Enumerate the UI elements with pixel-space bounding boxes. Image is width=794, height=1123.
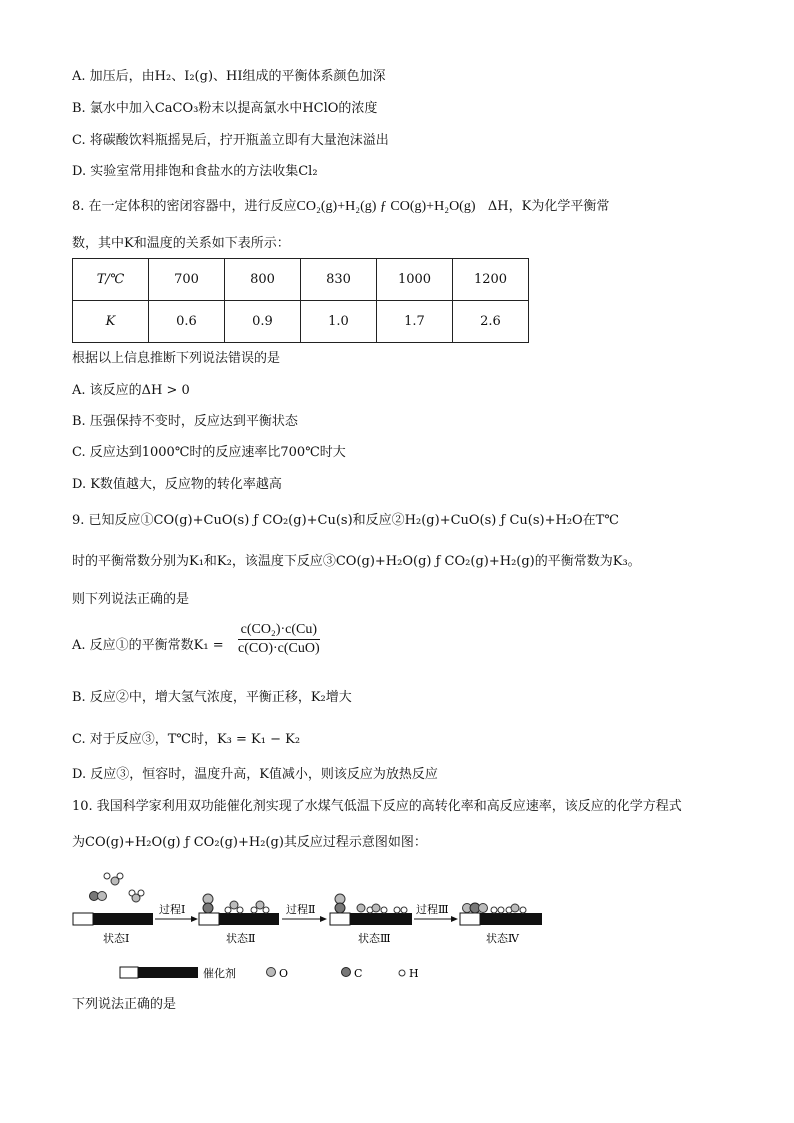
q8-stem-line2: 数，其中K和温度的关系如下表所示： <box>72 236 290 251</box>
state-1 <box>73 873 153 945</box>
h-atom <box>263 907 269 913</box>
legend-catalyst-white <box>120 967 138 978</box>
q10-stem-line1: 10. 我国科学家利用双功能催化剂实现了水煤气低温下反应的高转化率和高反应速率，该反应的化学方程式 <box>72 799 682 814</box>
legend-h-label: H <box>409 967 419 980</box>
h-atom <box>520 907 526 913</box>
o-atom <box>479 904 488 913</box>
table-cell: 830 <box>301 259 377 301</box>
o-atom <box>256 901 264 909</box>
table-cell: 1000 <box>377 259 453 301</box>
catalyst-white-part <box>330 913 350 925</box>
catalyst-white-part <box>73 913 93 925</box>
h-atom <box>225 907 231 913</box>
q10-stem-line2: 为CO(g)+H₂O(g) ƒ CO₂(g)+H₂(g)其反应过程示意图如图： <box>72 835 427 850</box>
q8-option-b: B. 压强保持不变时，反应达到平衡状态 <box>72 414 298 429</box>
c-atom <box>203 903 213 913</box>
o-atom <box>357 904 365 912</box>
catalyst-black-part <box>93 913 153 925</box>
q8-stem-post: ΔH，K为化学平衡常 <box>487 199 610 214</box>
h-atom <box>401 907 407 913</box>
table-cell: K <box>73 301 149 343</box>
state-label: 状态Ⅰ <box>103 932 130 945</box>
state-4 <box>460 903 542 945</box>
q7-option-c: C. 将碳酸饮料瓶摇晃后，拧开瓶盖立即有大量泡沫溢出 <box>72 133 389 148</box>
q8-equation: CO₂(g)+H₂(g) ƒ CO(g)+H₂O(g) <box>296 199 476 214</box>
q9-option-d: D. 反应③，恒容时，温度升高，K值减小，则该反应为放热反应 <box>72 767 438 782</box>
o-atom <box>511 904 519 912</box>
h-atom <box>491 907 497 913</box>
state-label: 状态Ⅲ <box>358 932 391 945</box>
legend-o-label: O <box>279 967 289 980</box>
q9-stem-line2: 时的平衡常数分别为K₁和K₂，该温度下反应③CO(g)+H₂O(g) ƒ CO₂(g)+H₂(g)的平衡常数为K₃。 <box>72 554 641 569</box>
legend-c-icon <box>342 968 351 977</box>
h-atom <box>381 907 387 913</box>
table-cell: T/℃ <box>73 259 149 301</box>
table-cell: 1200 <box>453 259 529 301</box>
table-cell: 1.0 <box>301 301 377 343</box>
diagram-legend <box>120 966 419 980</box>
q9-option-c: C. 对于反应③，T℃时，K₃ = K₁ − K₂ <box>72 732 301 747</box>
o-atom <box>98 892 107 901</box>
c-atom <box>335 903 345 913</box>
q7-option-b: B. 氯水中加入CaCO₃粉末以提高氯水中HClO的浓度 <box>72 101 378 116</box>
q7-option-d: D. 实验室常用排饱和食盐水的方法收集Cl₂ <box>72 164 318 179</box>
h-atom <box>138 890 144 896</box>
legend-h-icon <box>399 970 405 976</box>
legend-c-label: C <box>354 967 363 980</box>
q8-option-c: C. 反应达到1000℃时的反应速率比700℃时大 <box>72 445 346 460</box>
state-label: 状态Ⅳ <box>486 932 519 945</box>
q8-option-d: D. K数值越大，反应物的转化率越高 <box>72 477 282 492</box>
table-cell: 2.6 <box>453 301 529 343</box>
process-label: 过程Ⅰ <box>159 903 186 916</box>
catalyst-black-part <box>350 913 412 925</box>
table-cell: 1.7 <box>377 301 453 343</box>
q10-prompt: 下列说法正确的是 <box>72 997 177 1012</box>
table-cell: 700 <box>149 259 225 301</box>
table-cell: 0.9 <box>225 301 301 343</box>
process-label: 过程Ⅱ <box>286 903 316 916</box>
state-2 <box>199 894 279 945</box>
state-label: 状态Ⅱ <box>226 932 256 945</box>
h-atom <box>237 907 243 913</box>
catalyst-black-part <box>219 913 279 925</box>
h-atom <box>498 907 504 913</box>
h-atom <box>251 907 257 913</box>
catalyst-white-part <box>460 913 480 925</box>
table-cell: 800 <box>225 259 301 301</box>
state-3 <box>330 894 412 945</box>
q9-option-b: B. 反应②中，增大氢气浓度，平衡正移，K₂增大 <box>72 690 352 705</box>
o-atom <box>372 904 380 912</box>
fraction-denominator: c(CO)·c(CuO) <box>238 641 320 656</box>
q9-stem-line1: 9. 已知反应①CO(g)+CuO(s) ƒ CO₂(g)+Cu(s)和反应②H₂(g)+CuO(s) ƒ Cu(s)+H₂O在T℃ <box>72 513 619 528</box>
fraction-numerator: c(CO₂)·c(Cu) <box>238 622 320 640</box>
q7-option-a: A. 加压后，由H₂、I₂(g)、HI组成的平衡体系颜色加深 <box>72 69 386 84</box>
process-label: 过程Ⅲ <box>416 903 449 916</box>
table-cell: 0.6 <box>149 301 225 343</box>
q9-option-a: A. 反应①的平衡常数K₁ = <box>72 638 224 653</box>
q8-prompt: 根据以上信息推断下列说法错误的是 <box>72 351 281 366</box>
legend-o-icon <box>267 968 276 977</box>
q9-prompt: 则下列说法正确的是 <box>72 592 190 607</box>
catalyst-white-part <box>199 913 219 925</box>
h-atom <box>104 873 110 879</box>
legend-catalyst-label: 催化剂 <box>203 967 236 980</box>
q8-option-a: A. 该反应的ΔH > 0 <box>72 383 190 398</box>
h-atom <box>117 873 123 879</box>
q8-stem-pre: 8. 在一定体积的密闭容器中，进行反应 <box>72 199 297 214</box>
h-atom <box>394 907 400 913</box>
catalyst-black-part <box>480 913 542 925</box>
o-atom <box>230 901 238 909</box>
legend-catalyst-black <box>138 967 198 978</box>
